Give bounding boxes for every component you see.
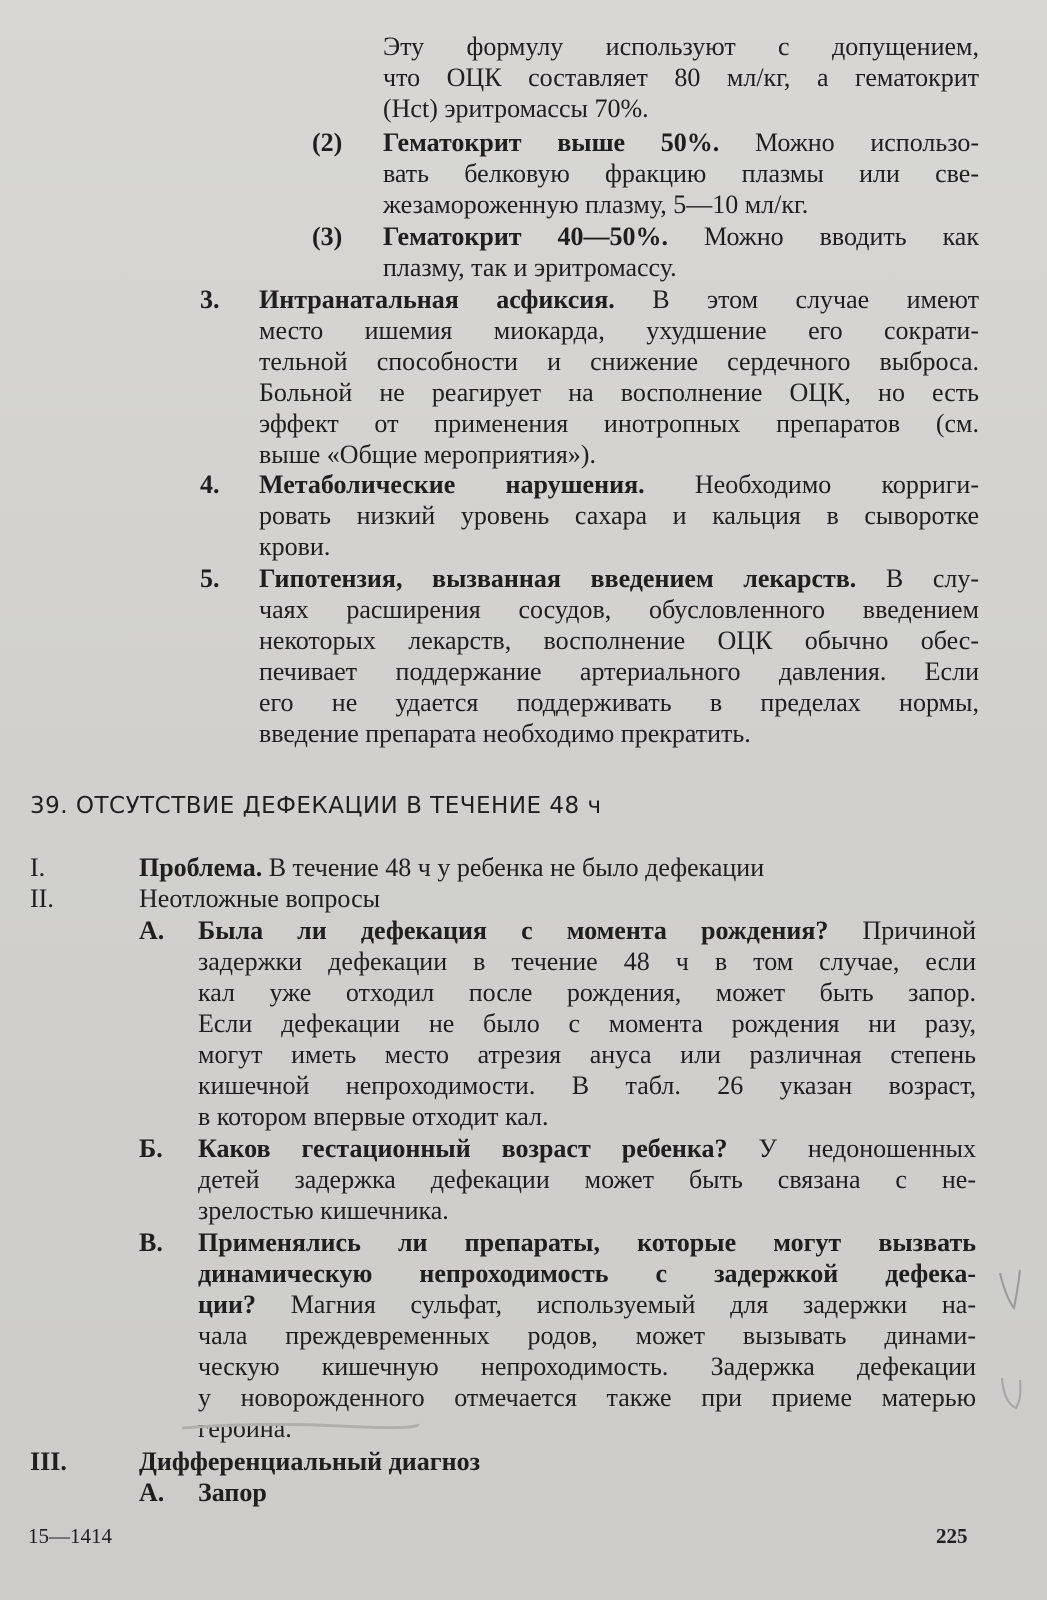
question-a-line1-rest: Причиной [828,916,976,945]
question-a-line-5: могут иметь место атрезия ануса или различная степень [198,1040,976,1069]
question-b-line1-rest: У недоношенных [727,1134,976,1163]
question-v-line-4: чала преждевременных родов, может вызывать динами- [198,1321,976,1350]
question-v-line-7: героина. [198,1414,292,1443]
sub2-line-2: вать белковую фракцию плазмы или све- [383,159,979,188]
question-b-line-3: зрелостью кишечника. [198,1196,449,1225]
roman-1-lead: Проблема. [139,853,263,882]
sub3-lead: Гематокрит 40—50%. [383,222,669,251]
question-a-line-1 [198,915,976,946]
sub3-number: (3) [312,222,343,251]
question-a-line-2: задержки дефекации в течение 48 ч в том случае, если [198,947,976,976]
item-5-line-4: печивает поддержание артериального давления. Если [259,657,979,686]
roman-3-title: Дифференциальный диагноз [139,1447,481,1476]
sub3-line1-rest: Можно вводить как [668,222,979,251]
sub3-line-1 [383,221,979,252]
item-4-line-1 [259,469,979,500]
question-a-lead: Была ли дефекация с момента рождения? [198,916,829,945]
item-3-line-5: эффект от применения инотропных препаратов (см. [259,409,979,438]
item-4-line-2: ровать низкий уровень сахара и кальция в сыворотке [259,501,979,530]
sub2-line-3: жезамороженную плазму, 5—10 мл/кг. [383,190,809,219]
sub2-number: (2) [312,128,343,157]
footer-signature: 15—1414 [28,1524,112,1548]
item-4-line-3: крови. [259,532,331,561]
item-5-line1-rest: В слу- [856,564,979,593]
item-4-line1-rest: Необходимо корриги- [644,470,980,499]
question-v-line-6: у новорожденного отмечается также при приеме матерью [198,1383,976,1412]
question-a-line-4: Если дефекации не было с момента рождения ни разу, [198,1009,976,1038]
question-b-letter: Б. [139,1134,163,1163]
roman-2-title: Неотложные вопросы [139,884,381,913]
question-v-line-1: Применялись ли препараты, которые могут вызвать [198,1228,976,1257]
sub2-line-1 [383,127,979,158]
item-3-line-3: тельной способности и снижение сердечного выброса. [259,347,979,376]
question-a-line-6: кишечной непроходимости. В табл. 26 указан возраст, [198,1071,976,1100]
pencil-mark-icon [996,1268,1026,1418]
question-a-line-3: кал уже отходил после рождения, может быть запор. [198,978,976,1007]
item-4-number: 4. [200,470,220,499]
diagnosis-a-title: Запор [198,1478,267,1507]
sub2-lead: Гематокрит выше 50%. [383,128,720,157]
page-number: 225 [936,1524,968,1548]
item-5-line-6: введение препарата необходимо прекратить. [259,719,751,748]
item-3-line-6: выше «Общие мероприятия»). [259,440,596,469]
item-5-lead: Гипотензия, вызванная введением лекарств. [259,564,857,593]
item-5-line-1 [259,563,979,594]
question-v-line3-rest: Магния сульфат, используемый для задержки на- [255,1290,976,1319]
item-3-line-4: Больной не реагирует на восполнение ОЦК, но есть [259,378,979,407]
item-4-lead: Метаболические нарушения. [259,470,645,499]
intro-line-3: (Hct) эритромассы 70%. [383,94,649,123]
intro-line-2: что ОЦК составляет 80 мл/кг, а гематокрит [383,63,979,92]
item-3-lead: Интранатальная асфиксия. [259,285,615,314]
question-v-line-3 [198,1289,976,1320]
item-5-line-3: некоторых лекарств, восполнение ОЦК обычно обес- [259,626,979,655]
question-v-letter: В. [139,1228,163,1257]
question-b-line-2: детей задержка дефекации может быть связана с не- [198,1165,976,1194]
intro-line-1: Эту формулу используют с допущением, [383,32,979,61]
question-v-bold-tail: ции? [198,1290,256,1319]
question-v-line-2: динамическую непроходимость с задержкой дефека- [198,1259,976,1288]
question-v-line-5: ческую кишечную непроходимость. Задержка дефекации [198,1352,976,1381]
question-b-lead: Каков гестационный возраст ребенка? [198,1134,728,1163]
diagnosis-a-letter: А. [139,1478,165,1507]
item-3-line-1 [259,284,979,315]
item-5-number: 5. [200,564,220,593]
question-b-line-1 [198,1133,976,1164]
question-a-line-7: в котором впервые отходит кал. [198,1102,549,1131]
item-3-line-2: место ишемия миокарда, ухудшение его сократи- [259,316,979,345]
section-heading: 39. ОТСУТСТВИЕ ДЕФЕКАЦИИ В ТЕЧЕНИЕ 48 ч [30,793,602,819]
roman-1-line [139,852,764,883]
item-5-line-2: чаях расширения сосудов, обусловленного введением [259,595,979,624]
pencil-underline-icon [180,1416,420,1436]
roman-1-rest: В течение 48 ч у ребенка не было дефекации [262,853,765,882]
roman-2-number: II. [30,884,54,913]
item-3-number: 3. [200,285,220,314]
question-a-letter: А. [139,916,165,945]
roman-3-number: III. [30,1447,67,1476]
roman-1-number: I. [30,853,46,882]
sub3-line-2: плазму, так и эритромассу. [383,253,677,282]
sub2-line1-rest: Можно использо- [719,128,979,157]
item-3-line1-rest: В этом случае имеют [614,285,979,314]
item-5-line-5: его не удается поддерживать в пределах нормы, [259,688,979,717]
